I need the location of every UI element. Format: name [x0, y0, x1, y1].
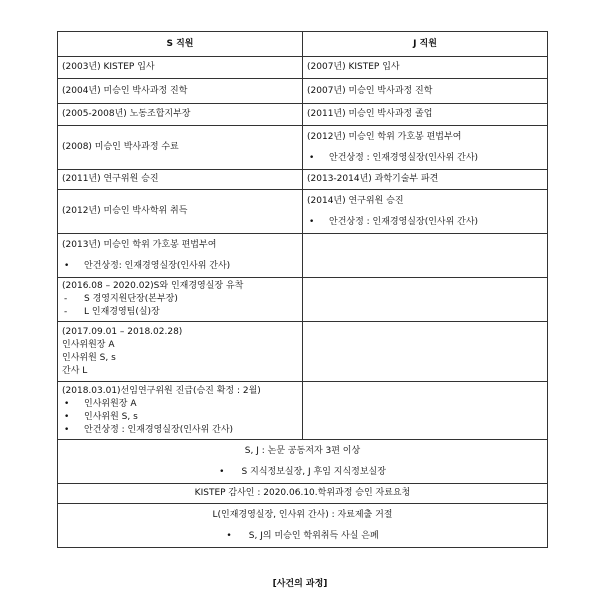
s-cell: (2004년) 미승인 박사과정 진학 [58, 79, 303, 104]
bullet-dot: • [226, 530, 232, 541]
table-row [58, 278, 548, 322]
figure-caption: [사건의 과정] [272, 579, 328, 589]
merged-cell: S, J : 논문 공동저자 3편 이상 • S 지식정보실장, J 후임 지식정보실장 [58, 440, 548, 484]
list-item: • 안건상정 : 인재경영실장(인사위 간사) [64, 424, 234, 435]
table-row [58, 126, 548, 170]
s-cell: (2008) 미승인 박사과정 수료 [58, 126, 303, 170]
s-cell [58, 234, 303, 278]
merged-row [58, 440, 548, 484]
bullet-dot: • [64, 398, 70, 409]
j-cell: (2013-2014년) 과학기술부 파견 [303, 170, 548, 190]
bullet-dot: • [64, 411, 70, 422]
bullet-dot: • [219, 466, 225, 477]
bullet-dash: - [64, 307, 68, 317]
s-cell [58, 278, 303, 322]
s-cell: (2017.09.01 – 2018.02.28) 인사위원장 A 인사위원 S, s 간사 L [58, 322, 303, 382]
list-item: - S 경영지원단장(본부장) [64, 294, 178, 304]
table-row [58, 79, 548, 104]
list-item: • 안건상정 : 인재경영실장(인사위 간사) [309, 152, 479, 163]
s-cell: (2003년) KISTEP 입사 [58, 57, 303, 79]
list-item: • S 지식정보실장, J 후임 지식정보실장 [219, 466, 386, 477]
bullet-dot: • [309, 216, 315, 227]
j-cell-empty [303, 278, 548, 322]
j-cell-empty [303, 322, 548, 382]
bullet-dot: • [309, 152, 315, 163]
header-row [58, 32, 548, 57]
s-cell: (2012년) 미승인 박사학위 취득 [58, 190, 303, 234]
incident-table [57, 31, 548, 548]
list-item: • S, J의 미승인 학위취득 사실 은폐 [226, 530, 379, 541]
bullet-dot: • [64, 424, 70, 435]
list-item: • 안건상정: 인재경영실장(인사위 간사) [64, 260, 231, 271]
j-cell: (2007년) 미승인 박사과정 진학 [303, 79, 548, 104]
j-cell-text: (2012년) 미승인 학위 가호봉 편법부여 [307, 131, 462, 142]
list-item: • 인사위원 S, s [64, 411, 138, 422]
table-row [58, 382, 548, 440]
merged-cell: L(인재경영실장, 인사위 간사) : 자료제출 거절 • S, J의 미승인 학위취득 사실 은폐 [58, 504, 548, 548]
s-cell: (2011년) 연구위원 승진 [58, 170, 303, 190]
list-item: • 인사위원장 A [64, 398, 137, 409]
j-cell-empty [303, 382, 548, 440]
j-cell [303, 126, 548, 170]
table-row [58, 190, 548, 234]
j-cell [303, 190, 548, 234]
s-cell-text: (2016.08 – 2020.02)S와 인재경영실장 유착 [62, 281, 244, 291]
merged-row [58, 504, 548, 548]
j-cell-empty [303, 234, 548, 278]
table-row [58, 57, 548, 79]
table-row [58, 234, 548, 278]
table-row [58, 170, 548, 190]
s-cell: (2018.03.01)선임연구위원 진급(승진 확정 : 2월) • 인사위원장 A • 인사위원 S, s • 안건상정 : 인재경영실장(인사위 간사) [58, 382, 303, 440]
s-cell: (2005-2008년) 노동조합지부장 [58, 104, 303, 126]
header-s-employee: S 직원 [58, 32, 303, 57]
table-row [58, 322, 548, 382]
j-cell: (2011년) 미승인 박사과정 졸업 [303, 104, 548, 126]
bullet-dot: • [64, 260, 70, 271]
s-cell-text: (2013년) 미승인 학위 가호봉 편법부여 [62, 239, 217, 250]
j-cell-text: (2014년) 연구위원 승진 [307, 195, 404, 206]
header-j-employee: J 직원 [303, 32, 548, 57]
list-item: - L 인재경영팀(실)장 [64, 307, 160, 317]
merged-row [58, 484, 548, 504]
merged-cell: KISTEP 감사인 : 2020.06.10.학위과정 승인 자료요청 [58, 484, 548, 504]
list-item: • 안건상정 : 인재경영실장(인사위 간사) [309, 216, 479, 227]
bullet-dash: - [64, 294, 68, 304]
table-row [58, 104, 548, 126]
j-cell: (2007년) KISTEP 입사 [303, 57, 548, 79]
